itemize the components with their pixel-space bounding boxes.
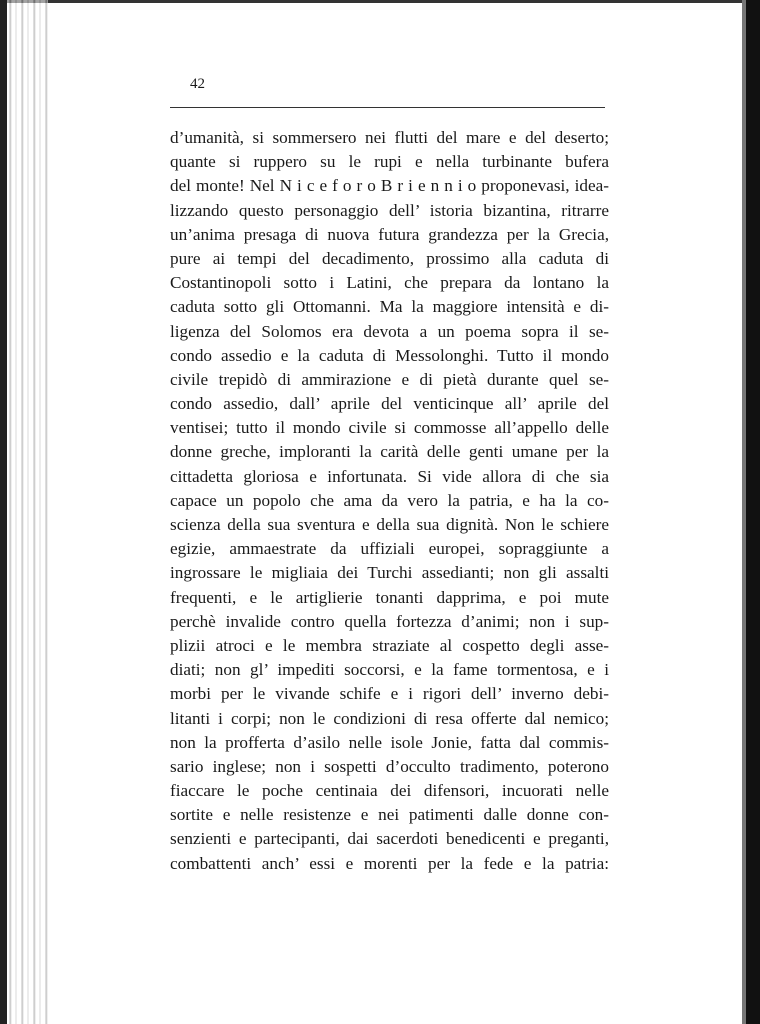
text-line: ingrossare le migliaia dei Turchi assedianti; non gli assalti [170, 563, 609, 583]
text-line: egizie, ammaestrate da uffiziali europei, sopraggiunte a [170, 539, 609, 559]
text-line: condo assedio e la caduta di Messolonghi. Tutto il mondo [170, 345, 609, 365]
header-rule [170, 107, 605, 108]
text-line: quante si ruppero su le rupi e nella turbinante bufera [170, 152, 609, 172]
text-line: lizzando questo personaggio dell’ istoria bizantina, ritrarre [170, 200, 609, 220]
text-line: ligenza del Solomos era devota a un poema sopra il se- [170, 321, 609, 341]
text-line: litanti i corpi; non le condizioni di resa offerte dal nemico; [170, 708, 609, 728]
text-line: non la profferta d’asilo nelle isole Jonie, fatta dal commis- [170, 732, 609, 752]
text-line: frequenti, e le artiglierie tonanti dapprima, e poi mute [170, 587, 609, 607]
text-line: pure ai tempi del decadimento, prossimo alla caduta di [170, 248, 609, 268]
text-line: ventisei; tutto il mondo civile si commosse all’appello delle [170, 418, 609, 438]
text-line: fiaccare le poche centinaia dei difensori, incuorati nelle [170, 781, 609, 801]
text-line: condo assedio, dall’ aprile del venticinque all’ aprile del [170, 394, 609, 414]
text-line: perchè invalide contro quella fortezza d’animi; non i sup- [170, 611, 609, 631]
text-line: civile trepidò di ammirazione e di pietà durante quel se- [170, 369, 609, 389]
scan-binding-edge [0, 0, 48, 1024]
text-line: morbi per le vivande schife e i rigori dell’ inverno debi- [170, 684, 609, 704]
text-line: donne greche, imploranti la carità delle genti umane per la [170, 442, 609, 462]
text-line: sario inglese; non i sospetti d’occulto tradimento, poterono [170, 756, 609, 776]
text-line: combattenti anch’ essi e morenti per la fede e la patria: [170, 853, 609, 873]
text-line: un’anima presaga di nuova futura grandezza per la Grecia, [170, 224, 609, 244]
scan-top-edge [0, 0, 760, 3]
text-line: sortite e nelle resistenze e nei patimenti dalle donne con- [170, 805, 609, 825]
body-text [170, 126, 609, 876]
text-line: cittadetta gloriosa e infortunata. Si vide allora di che sia [170, 466, 609, 486]
text-line: scienza della sua sventura e della sua dignità. Non le schiere [170, 515, 609, 534]
text-line: diati; non gl’ impediti soccorsi, e la fame tormentosa, e i [170, 660, 609, 680]
text-line: capace un popolo che ama da vero la patria, e ha la co- [170, 490, 609, 510]
text-line: caduta sotto gli Ottomanni. Ma la maggiore intensità e di- [170, 297, 609, 317]
text-line: del monte! Nel N i c e f o r o B r i e n n i o proponevasi, idea- [170, 176, 609, 196]
text-line: senzienti e partecipanti, dai sacerdoti benedicenti e preganti, [170, 829, 609, 849]
scan-left-border [0, 0, 7, 1024]
text-line: d’umanità, si sommersero nei flutti del mare e del deserto; [170, 128, 609, 147]
page-number: 42 [190, 76, 205, 92]
text-line: plizii atroci e le membra straziate al cospetto degli asse- [170, 635, 609, 655]
scan-right-border [746, 0, 760, 1024]
text-line: Costantinopoli sotto i Latini, che prepara da lontano la [170, 273, 609, 293]
